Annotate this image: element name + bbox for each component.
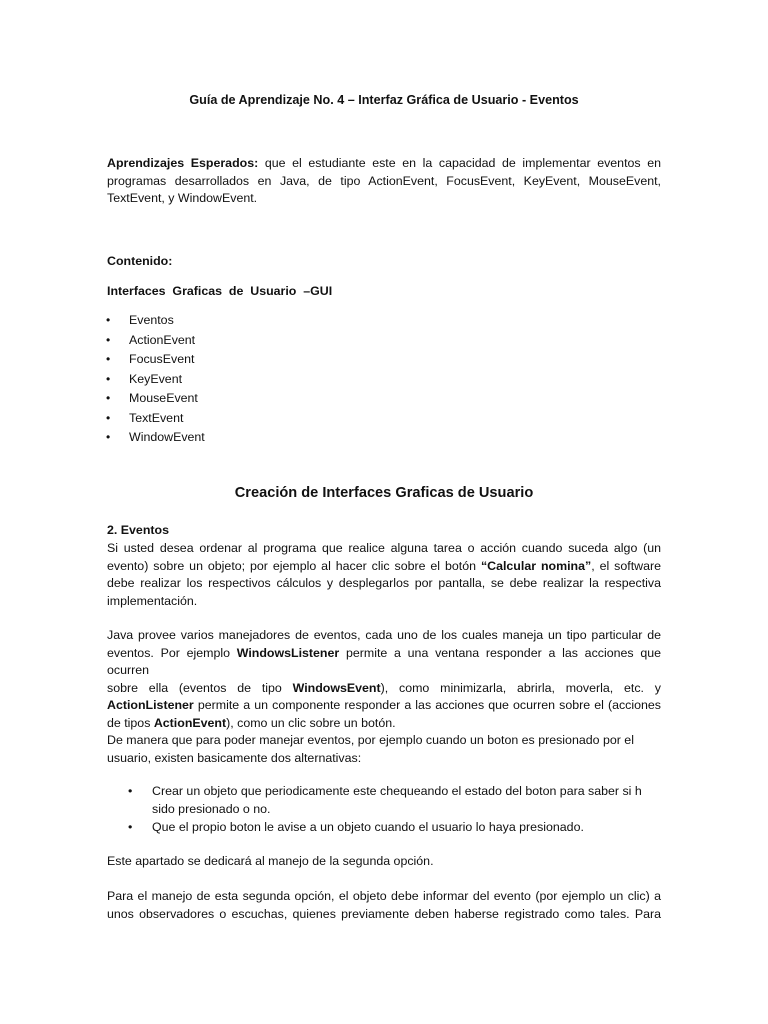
bullet-icon: • [106,313,111,327]
section-title: Creación de Interfaces Graficas de Usuario [234,485,534,501]
p2-line-2-a: eventos. Por ejemplo [107,645,237,660]
alternative-1-line-2: sido presionado o no. [152,802,271,816]
p2-line-2 [107,645,661,680]
p2-line-1: Java provee varios manejadores de eventos, cada uno de los cuales maneja un tipo particular de [107,628,661,642]
p1-line-2-a: evento) sobre un objeto; por ejemplo al hacer clic sobre el botón [107,558,481,573]
p2-line-2-c: permite a una ventana responder a las acciones que ocurren [107,645,661,677]
eventos-heading: 2. Eventos [107,523,169,537]
list-item-text: KeyEvent [129,371,183,386]
bullet-icon: • [106,371,111,386]
p1-line-2-c: , el software [591,558,661,573]
bullet-icon: • [106,410,111,425]
aprendizajes-line-3: TextEvent, y WindowEvent. [107,191,258,205]
aprendizajes-text-1: que el estudiante este en la capacidad de implementar eventos en [264,156,661,170]
contenido-list [106,311,205,448]
p2-line-5 [107,715,661,733]
p3-line-2: usuario, existen basicamente dos alternativas: [107,750,362,765]
bullet-icon: • [106,430,111,444]
segunda-opcion-paragraph: Este apartado se dedicará al manejo de la segunda opción. [107,854,434,868]
bullet-icon: • [106,332,111,347]
list-item-text: TextEvent [129,410,184,425]
list-item [106,389,205,409]
p2-line-3 [107,680,661,698]
aprendizajes-line-2: programas desarrollados en Java, de tipo ActionEvent, FocusEvent, KeyEvent, MouseEvent, [107,173,661,188]
p1-line-3: debe realizar los respectivos cálculos y desplegarlos por pantalla, se debe realizar la respectiva [107,576,661,590]
bullet-icon: • [106,391,111,405]
eventos-paragraph-2 [107,627,661,732]
p1-line-4: implementación. [107,593,198,608]
aprendizajes-paragraph [107,155,661,208]
contenido-label: Contenido: [107,254,173,268]
list-item-text: ActionEvent [129,332,196,347]
list-item-text: FocusEvent [129,352,195,366]
interfaces-label: Interfaces Graficas de Usuario –GUI [107,284,333,298]
list-item-text: Eventos [129,313,174,327]
alternative-1-line-1: Crear un objeto que periodicamente este chequeando el estado del boton para saber si h [152,784,642,798]
list-item [106,428,205,448]
calcular-nomina-text: “Calcular nomina” [480,558,592,573]
bullet-icon: • [106,352,111,366]
p2-line-4 [107,697,661,715]
p3-line-1: De manera que para poder manejar eventos, por ejemplo cuando un boton es presionado por el [107,733,634,747]
list-item [106,409,205,429]
list-item [106,350,205,370]
p5-line-2: unos observadores o escuchas, quienes previamente deben haberse registrado como tales. Para [107,906,661,921]
action-listener-text: ActionListener [107,698,194,712]
page-title: Guía de Aprendizaje No. 4 – Interfaz Gráfica de Usuario - Eventos [189,93,579,107]
p2-line-3-c: ), como minimizarla, abrirla, moverla, etc. y [380,680,662,695]
list-item [106,370,205,390]
list-item [106,331,205,351]
eventos-paragraph-1 [107,540,661,610]
p2-line-3-a: sobre ella (eventos de tipo [107,680,293,695]
eventos-paragraph-5 [107,888,661,923]
aprendizajes-label: Aprendizajes Esperados: [107,156,259,170]
action-event-text: ActionEvent [153,715,227,730]
list-item-text: MouseEvent [129,391,198,405]
aprendizajes-line-1 [107,155,661,173]
windows-event-text: WindowsEvent [292,680,381,695]
p2-line-5-c: ), como un clic sobre un botón. [226,715,396,730]
bullet-icon: • [128,820,133,834]
eventos-paragraph-3 [107,732,661,767]
p5-line-1: Para el manejo de esta segunda opción, el objeto debe informar del evento (por ejemplo un clic) a [107,889,661,903]
p2-line-5-a: de tipos [107,715,154,730]
p1-line-1: Si usted desea ordenar al programa que realice alguna tarea o acción cuando suceda algo (un [107,541,661,555]
p1-line-2 [107,558,661,576]
windows-listener-text: WindowsListener [236,645,340,660]
alternative-2: Que el propio boton le avise a un objeto cuando el usuario lo haya presionado. [152,820,584,834]
list-item-text: WindowEvent [129,430,205,444]
list-item [106,311,205,331]
p2-line-4-b: permite a un componente responder a las acciones que ocurren sobre el (acciones [193,698,661,712]
bullet-icon: • [128,784,133,798]
